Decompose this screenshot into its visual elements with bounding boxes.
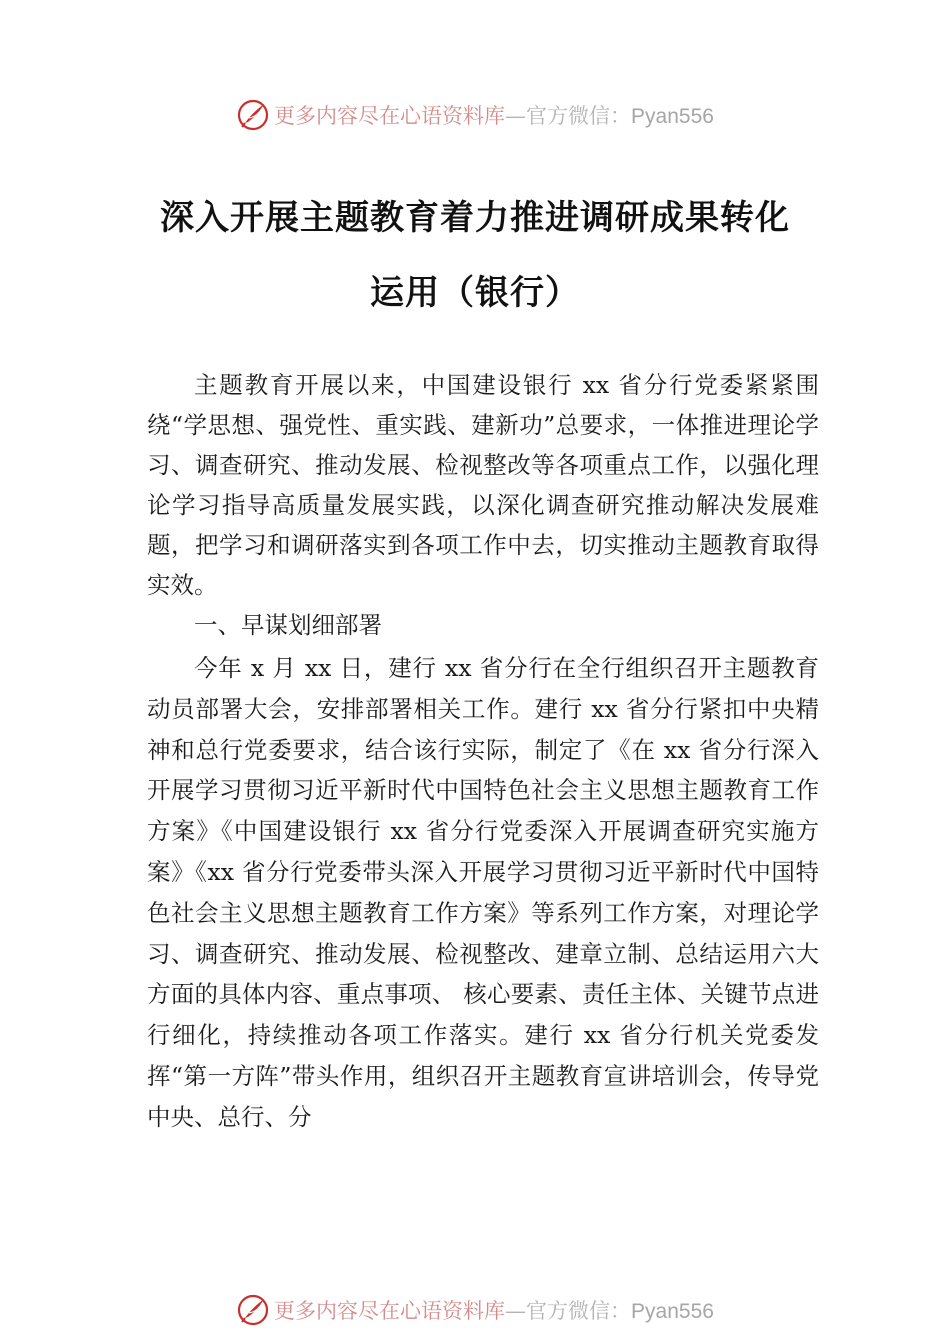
section-heading: 一、早谋划细部署 <box>194 611 382 639</box>
banner-wechat-id: Pyan556 <box>631 1300 714 1323</box>
header-banner <box>0 95 950 135</box>
document-body <box>147 365 819 1138</box>
banner-wechat-id: Pyan556 <box>631 105 714 128</box>
banner-site-name: 更多内容尽在心语资料库 <box>274 1299 506 1323</box>
quill-logo-icon <box>236 1293 270 1327</box>
footer-banner <box>0 1290 950 1330</box>
banner-separator: —官方微信： <box>505 104 632 128</box>
paragraph-section1: 今年 x 月 xx 日，建行 xx 省分行在全行组织召开主题教育动员部署大会，安排部署相关工作。建行 xx 省分行紧扣中央精神和总行党委要求，结合该行实际，制定了《在 xx 省分行深入开展学习贯彻习近平新时代中国特色社会主义思想主题教育工作方案》《中国建设银行 xx 省分行党委深入开展调查研究实施方案》《xx 省分行党委带头深入开展学习贯彻习近平新时代中国特色社会主义思想主题教育工作方案》等系列工作方案，对理论学习、调查研究、推动发展、检视整改、建章立制、总结运用六大方面的具体内容、重点事项、 核心要素、责任主体、关键节点进行细化，持续推动各项工作落实。建行 xx 省分行机关党委发挥“第一方阵”带头作用，组织召开主题教育宣讲培训会，传导党中央、总行、分 <box>147 654 819 1131</box>
paragraph-intro: 主题教育开展以来，中国建设银行 xx 省分行党委紧紧围绕“学思想、强党性、重实践、建新功”总要求，一体推进理论学习、调查研究、推动发展、检视整改等各项重点工作，以强化理论学习指导高质量发展实践，以深化调查研究推动解决发展难题，把学习和调研落实到各项工作中去，切实推动主题教育取得实效。 <box>147 371 819 599</box>
banner-separator: —官方微信： <box>505 1299 632 1323</box>
banner-text <box>274 1295 714 1325</box>
banner-site-name: 更多内容尽在心语资料库 <box>274 104 506 128</box>
document-title-line1: 深入开展主题教育着力推进调研成果转化 <box>160 198 790 238</box>
document-title-line2: 运用（银行） <box>370 273 580 313</box>
banner-text <box>274 100 714 130</box>
quill-logo-icon <box>236 98 270 132</box>
